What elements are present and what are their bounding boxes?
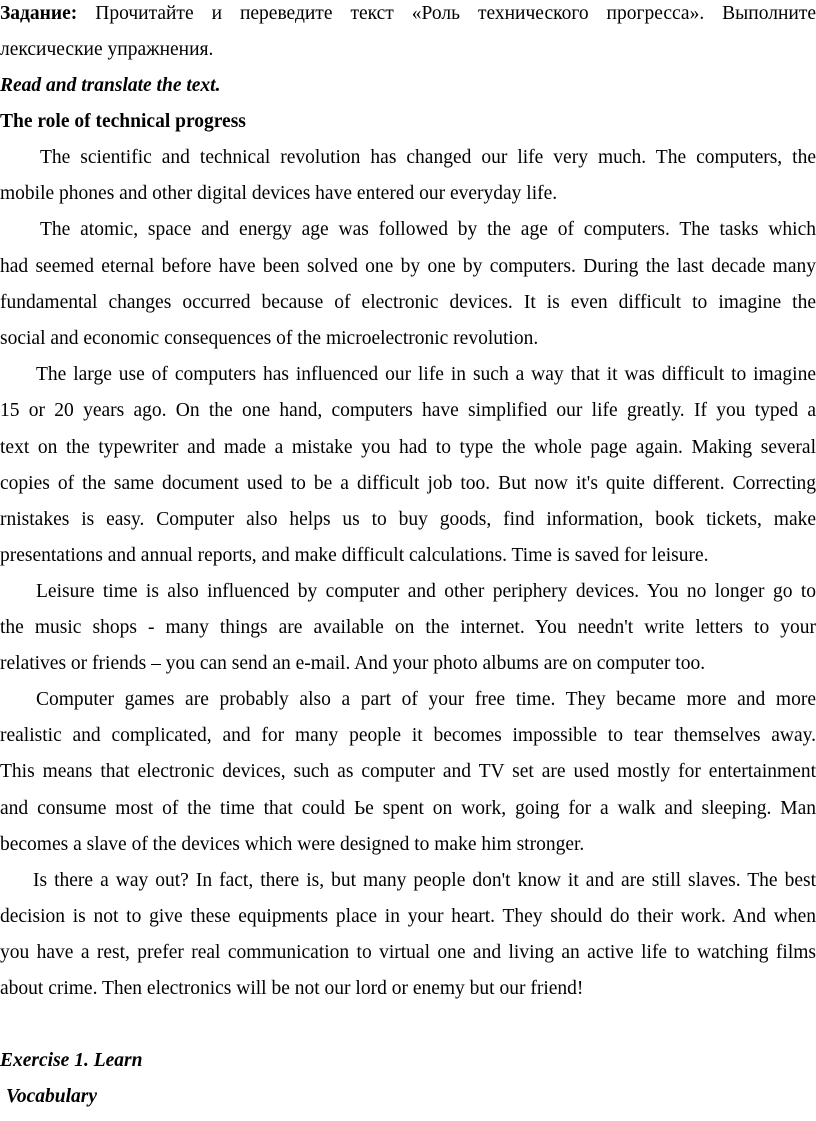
text-line: social and economic consequences of the microelectronic revolution.	[0, 328, 539, 349]
text-line: decision is not to give these equipments place in your heart. They should do their work. And when	[0, 906, 816, 927]
text-line: fundamental changes occurred because of electronic devices. It is even difficult to imagine the	[0, 292, 816, 313]
text-line: had seemed eternal before have been solved one by one by computers. During the last decade many	[0, 256, 816, 277]
text-line: This means that electronic devices, such as computer and TV set are used mostly for entertainment	[0, 761, 816, 782]
text-line: Is there a way out? In fact, there is, but many people don't know it and are still slaves. The best	[33, 870, 816, 891]
text-line: and consume most of the time that could Ьe spent on work, going for a walk and sleeping. Man	[0, 798, 816, 819]
text-line: realistic and complicated, and for many people it becomes impossible to tear themselves away.	[0, 725, 816, 746]
task-line-1	[0, 2, 816, 26]
text-line: the music shops - many things are available on the internet. You needn't write letters to your	[0, 617, 816, 638]
text-line: about crime. Then electronics will be not our lord or enemy but our friend!	[0, 978, 584, 999]
text-line: relatives or friends – you can send an e-mail. And your photo albums are on computer too.	[0, 653, 706, 674]
text-line: Leisure time is also influenced by computer and other periphery devices. You no longer go to	[36, 581, 816, 602]
exercise-title: Exercise 1. Learn	[0, 1050, 143, 1071]
exercise-subtitle: Vocabulary	[6, 1086, 98, 1107]
text-line: copies of the same document used to be a difficult job too. But now it's quite different. Correcting	[0, 473, 816, 494]
text-line: becomes a slave of the devices which were designed to make him stronger.	[0, 834, 585, 855]
text-line: rnistakes is easy. Computer also helps us to buy goods, find information, book tickets, make	[0, 509, 816, 530]
text-line: The scientific and technical revolution has changed our life very much. The computers, the	[40, 147, 816, 168]
task-line-2: лексические упражнения.	[0, 39, 214, 60]
text-line: you have a rest, prefer real communication to virtual one and living an active life to watching films	[0, 942, 816, 963]
text-line: text on the typewriter and made a mistake you had to type the whole page again. Making several	[0, 437, 816, 458]
text-line: 15 or 20 years ago. On the one hand, computers have simplified our life greatly. If you typed a	[0, 400, 816, 421]
text-line: mobile phones and other digital devices have entered our everyday life.	[0, 183, 558, 204]
text-line: Computer games are probably also a part of your free time. They became more and more	[36, 689, 816, 710]
instruction: Read and translate the text.	[0, 75, 221, 96]
text-line: The large use of computers has influenced our life in such a way that it was difficult to imagine	[36, 364, 816, 385]
text-line: The atomic, space and energy age was followed by the age of computers. The tasks which	[40, 219, 816, 240]
text-line: presentations and annual reports, and make difficult calculations. Time is saved for leisure.	[0, 545, 709, 566]
text-title: The role of technical progress	[0, 111, 246, 132]
task-text: Прочитайте и переведите текст «Роль технического прогресса». Выполните	[95, 3, 816, 24]
task-label: Задание:	[0, 3, 78, 24]
